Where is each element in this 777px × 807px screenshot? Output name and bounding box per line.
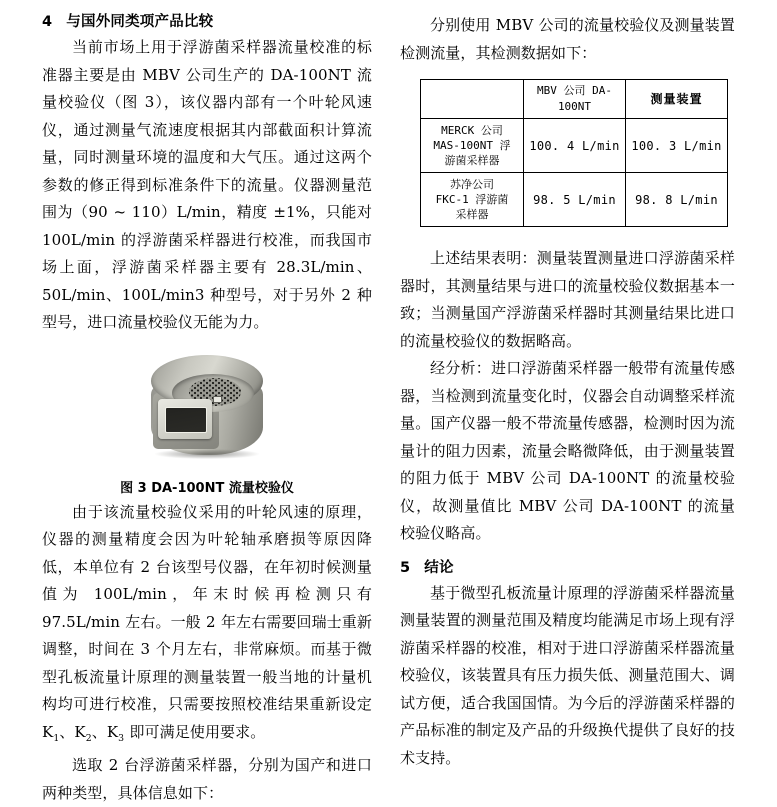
k3-subscript: 3 <box>118 732 125 744</box>
figure-caption: 图 3 DA-100NT 流量校验仪 <box>120 480 294 496</box>
k2-subscript: 2 <box>85 732 92 744</box>
flow-comparison-table <box>420 79 728 227</box>
paragraph-conclusion: 基于微型孔板流量计原理的浮游菌采样器流量测量装置的测量范围及精度均能满足市场上现有浮游菌采样器的校准，相对于进口浮游菌采样器流量校验仪，该装置具有压力损失低、测量范围大、调试方便，适合我国国情。为今后的浮游菌采样器的产品标准的制定及产品的升级换代提供了良好的技术支持。 <box>400 583 735 767</box>
paragraph-sampler-selection: 选取 2 台浮游菌采样器，分别为国产和进口两种类型，具体信息如下： <box>42 756 372 802</box>
paragraph-calibrator-wear <box>42 499 372 753</box>
device-drop-shadow <box>155 449 259 459</box>
right-column <box>400 0 735 772</box>
spacer-before-section-5 <box>400 548 735 558</box>
table-row-label-sujing <box>421 173 524 227</box>
sujing-label-line-1: 苏净公司 <box>450 178 494 191</box>
device-top-connector <box>213 396 222 403</box>
table-header-row <box>421 80 728 119</box>
merck-label-line-3: 游菌采样器 <box>444 154 500 167</box>
sujing-mbv-value: 98. 5 L/min <box>524 173 626 227</box>
merck-mbv-value: 100. 4 L/min <box>524 119 626 173</box>
section-heading-5 <box>400 558 735 578</box>
figure-3 <box>42 343 372 499</box>
section-title: 结论 <box>424 559 454 576</box>
section-number: 4 <box>42 14 53 30</box>
merck-device-value: 100. 3 L/min <box>626 119 728 173</box>
section-heading-4 <box>42 12 372 32</box>
table-header-blank <box>421 80 524 119</box>
merck-label-line-1: MERCK 公司 <box>441 124 503 137</box>
left-column <box>42 0 372 807</box>
k-separator-1: 、K <box>59 722 86 741</box>
k-separator-2: 、K <box>91 722 119 741</box>
k1-subscript: 1 <box>53 732 60 744</box>
sujing-device-value: 98. 8 L/min <box>626 173 728 227</box>
da-100nt-flow-calibrator-photo <box>145 343 269 473</box>
spacer-after-table <box>400 227 735 245</box>
section-number: 5 <box>400 559 411 576</box>
sujing-label-line-3: 采样器 <box>455 208 489 221</box>
table-row-label-merck <box>421 119 524 173</box>
device-display-frame <box>158 399 212 439</box>
table-header-device: 测量装置 <box>626 80 728 119</box>
paragraph-measurement-intro: 分别使用 MBV 公司的流量校验仪及测量装置检测流量，其检测数据如下： <box>400 16 735 62</box>
table-row <box>421 119 728 173</box>
section-title: 与国外同类项产品比较 <box>66 14 214 30</box>
paragraph-calibrator-wear-part1: 由于该流量校验仪采用的叶轮风速的原理，仪器的测量精度会因为叶轮轴承磨损等原因降低，本单位有 2 台该型号仪器，在年初时候测量值为 100L/min，年末时候再检测只有 97.5L/min 左右。一般 2 年左右需要回瑞士重新调整，时间在 3 个月左右，非常麻烦。而基于微型孔板流量计原理的测量装置一般当地的计量机构均可进行校准，只需要按照校准结果重新设定 K <box>42 502 372 741</box>
table-header-mbv: MBV 公司 DA-100NT <box>524 80 626 119</box>
table-row <box>421 173 728 227</box>
device-display-screen <box>165 407 207 433</box>
paragraph-comparison-intro: 当前市场上用于浮游菌采样器流量校准的标准器主要是由 MBV 公司生产的 DA-100NT 流量校验仪（图 3），该仪器内部有一个叶轮风速仪，通过测量气流速度根据其内部截面积计算流量，同时测量环境的温度和大气压。通过这两个参数的修正得到标准条件下的流量。仪器测量范围为（90 ~ 110）L/min，精度 ±1%，只能对 100L/min 的浮游菌采样器进行校准，而我国市场上面，浮游菌采样器主要有 28.3L/min、50L/min、100L/min3 种型号，对于另外 2 种型号，进口流量校验仪无能为力。 <box>42 38 372 331</box>
paragraph-analysis: 经分析：进口浮游菌采样器一般带有流量传感器，当检测到流量变化时，仪器会自动调整采样流量。国产仪器一般不带流量传感器，检测时因为流量计的阻力因素，流量会略微降低，由于测量装置的阻力低于 MBV 公司 DA-100NT 的流量校验仪，故测量值比 MBV 公司 DA-100NT 的流量校验仪略高。 <box>400 359 735 542</box>
merck-label-line-2: MAS-100NT 浮 <box>433 139 511 152</box>
sujing-label-line-2: FKC-1 浮游菌 <box>435 193 509 206</box>
paragraph-calibrator-wear-part2: 即可满足使用要求。 <box>124 722 266 741</box>
paragraph-results-summary: 上述结果表明：测量装置测量进口浮游菌采样器时，其测量结果与进口的流量校验仪数据基本一致；当测量国产浮游菌采样器时其测量结果比进口的流量校验仪的数据略高。 <box>400 249 735 350</box>
